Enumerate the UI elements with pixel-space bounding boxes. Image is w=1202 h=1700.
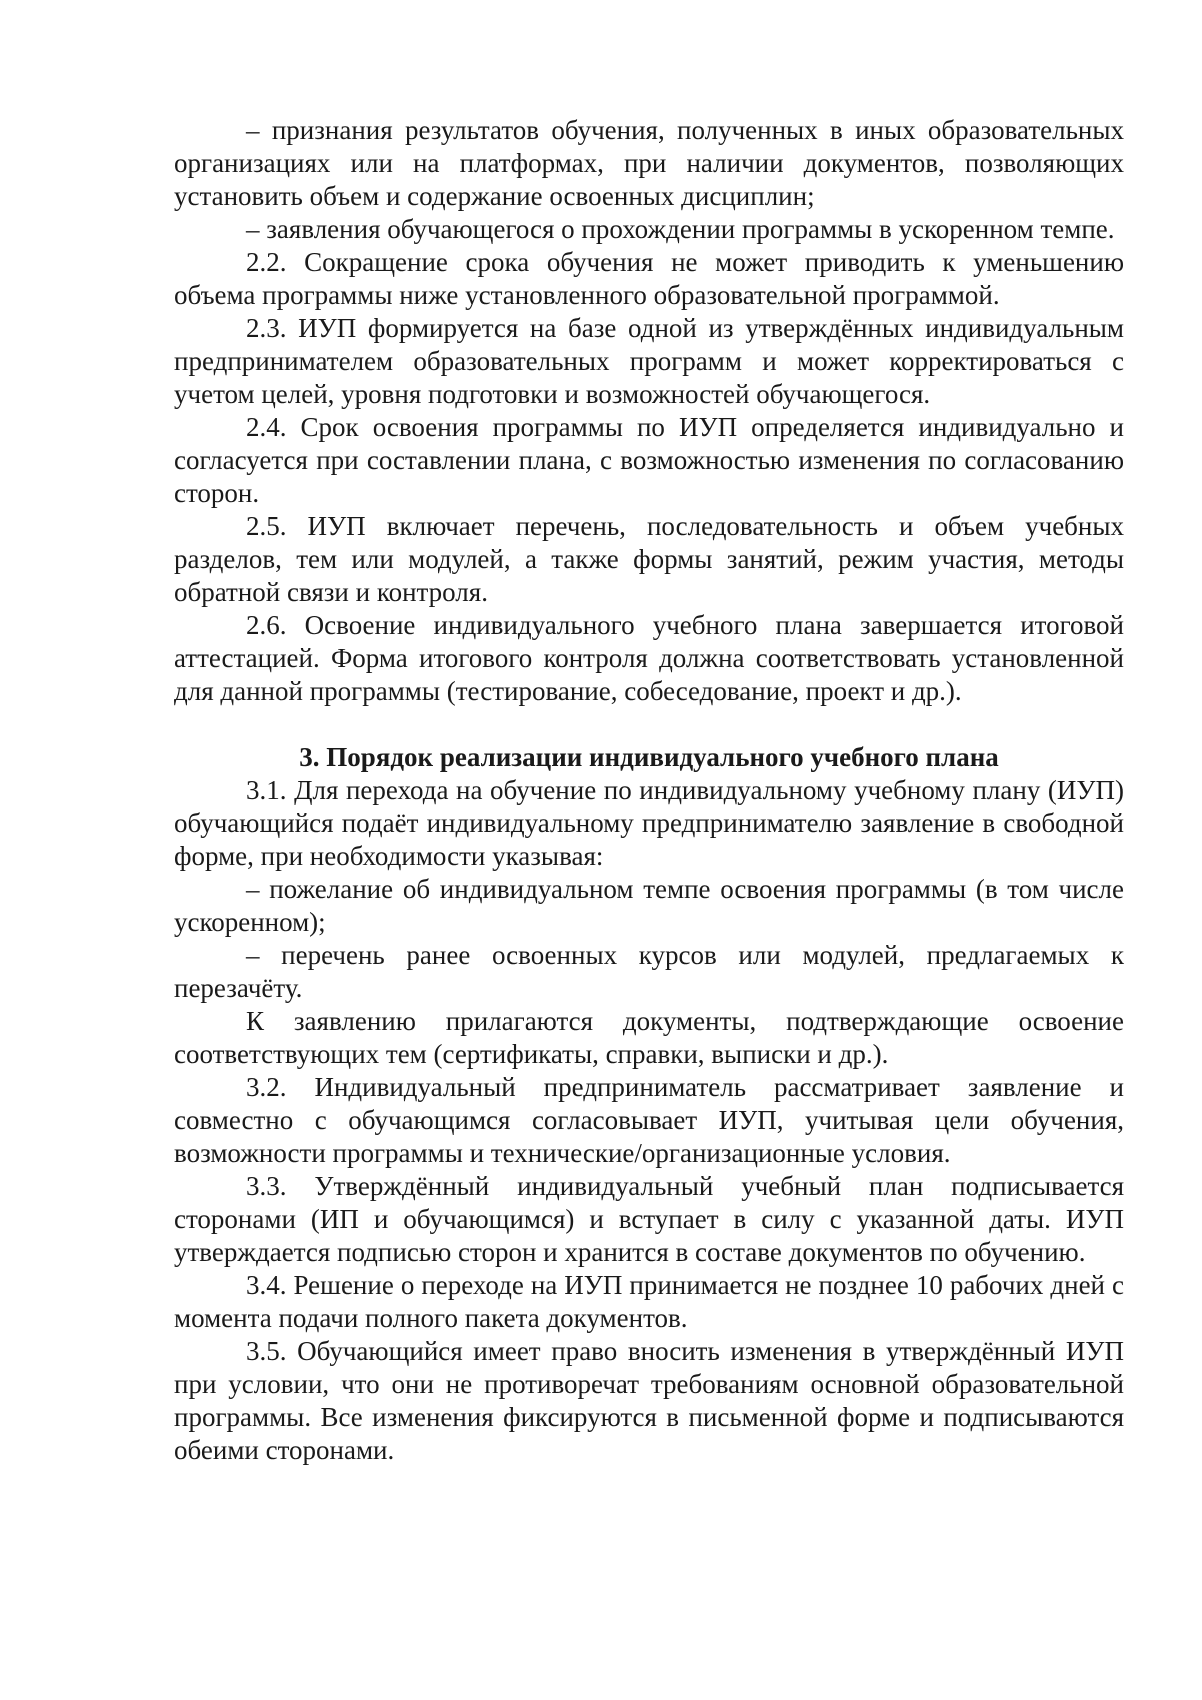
paragraph-2-4: 2.4. Срок освоения программы по ИУП определяется индивидуально и согласуется при составлении плана, с возможностью изменения по согласованию сторон. [174, 412, 1124, 508]
section-3-heading: 3. Порядок реализации индивидуального учебного плана [299, 742, 999, 772]
bullet-accelerated-application: – заявления обучающегося о прохождении программы в ускоренном темпе. [246, 214, 1115, 244]
paragraph-3-5: 3.5. Обучающийся имеет право вносить изменения в утверждённый ИУП при условии, что они не противоречат требованиям основной образовательной программы. Все изменения фиксируются в письменной форме и подписываются обеими сторонами. [174, 1336, 1124, 1465]
bullet-credit-transfer: – перечень ранее освоенных курсов или модулей, предлагаемых к перезачёту. [174, 940, 1124, 1003]
paragraph-2-5: 2.5. ИУП включает перечень, последовательность и объем учебных разделов, тем или модулей, а также формы занятий, режим участия, методы обратной связи и контроля. [174, 511, 1124, 607]
paragraph-2-6: 2.6. Освоение индивидуального учебного плана завершается итоговой аттестацией. Форма итогового контроля должна соответствовать установленной для данной программы (тестирование, собеседование, проект и др.). [174, 610, 1124, 706]
paragraph-2-2: 2.2. Сокращение срока обучения не может приводить к уменьшению объема программы ниже установленного образовательной программой. [174, 247, 1124, 310]
paragraph-3-4: 3.4. Решение о переходе на ИУП принимается не позднее 10 рабочих дней с момента подачи полного пакета документов. [174, 1270, 1124, 1333]
document-page [174, 114, 1124, 1467]
paragraph-3-3: 3.3. Утверждённый индивидуальный учебный план подписывается сторонами (ИП и обучающимся) и вступает в силу с указанной даты. ИУП утверждается подписью сторон и хранится в составе документов по обучению. [174, 1171, 1124, 1267]
paragraph-3-2: 3.2. Индивидуальный предприниматель рассматривает заявление и совместно с обучающимся согласовывает ИУП, учитывая цели обучения, возможности программы и технические/организационные условия. [174, 1072, 1124, 1168]
bullet-individual-pace: – пожелание об индивидуальном темпе освоения программы (в том числе ускоренном); [174, 874, 1124, 937]
paragraph-3-1: 3.1. Для перехода на обучение по индивидуальному учебному плану (ИУП) обучающийся подаёт индивидуальному предпринимателю заявление в свободной форме, при необходимости указывая: [174, 775, 1124, 871]
bullet-recognition-of-results: – признания результатов обучения, полученных в иных образовательных организациях или на платформах, при наличии документов, позволяющих установить объем и содержание освоенных дисциплин; [174, 115, 1124, 211]
paragraph-attachments: К заявлению прилагаются документы, подтверждающие освоение соответствующих тем (сертификаты, справки, выписки и др.). [174, 1006, 1124, 1069]
paragraph-2-3: 2.3. ИУП формируется на базе одной из утверждённых индивидуальным предпринимателем образовательных программ и может корректироваться с учетом целей, уровня подготовки и возможностей обучающегося. [174, 313, 1124, 409]
